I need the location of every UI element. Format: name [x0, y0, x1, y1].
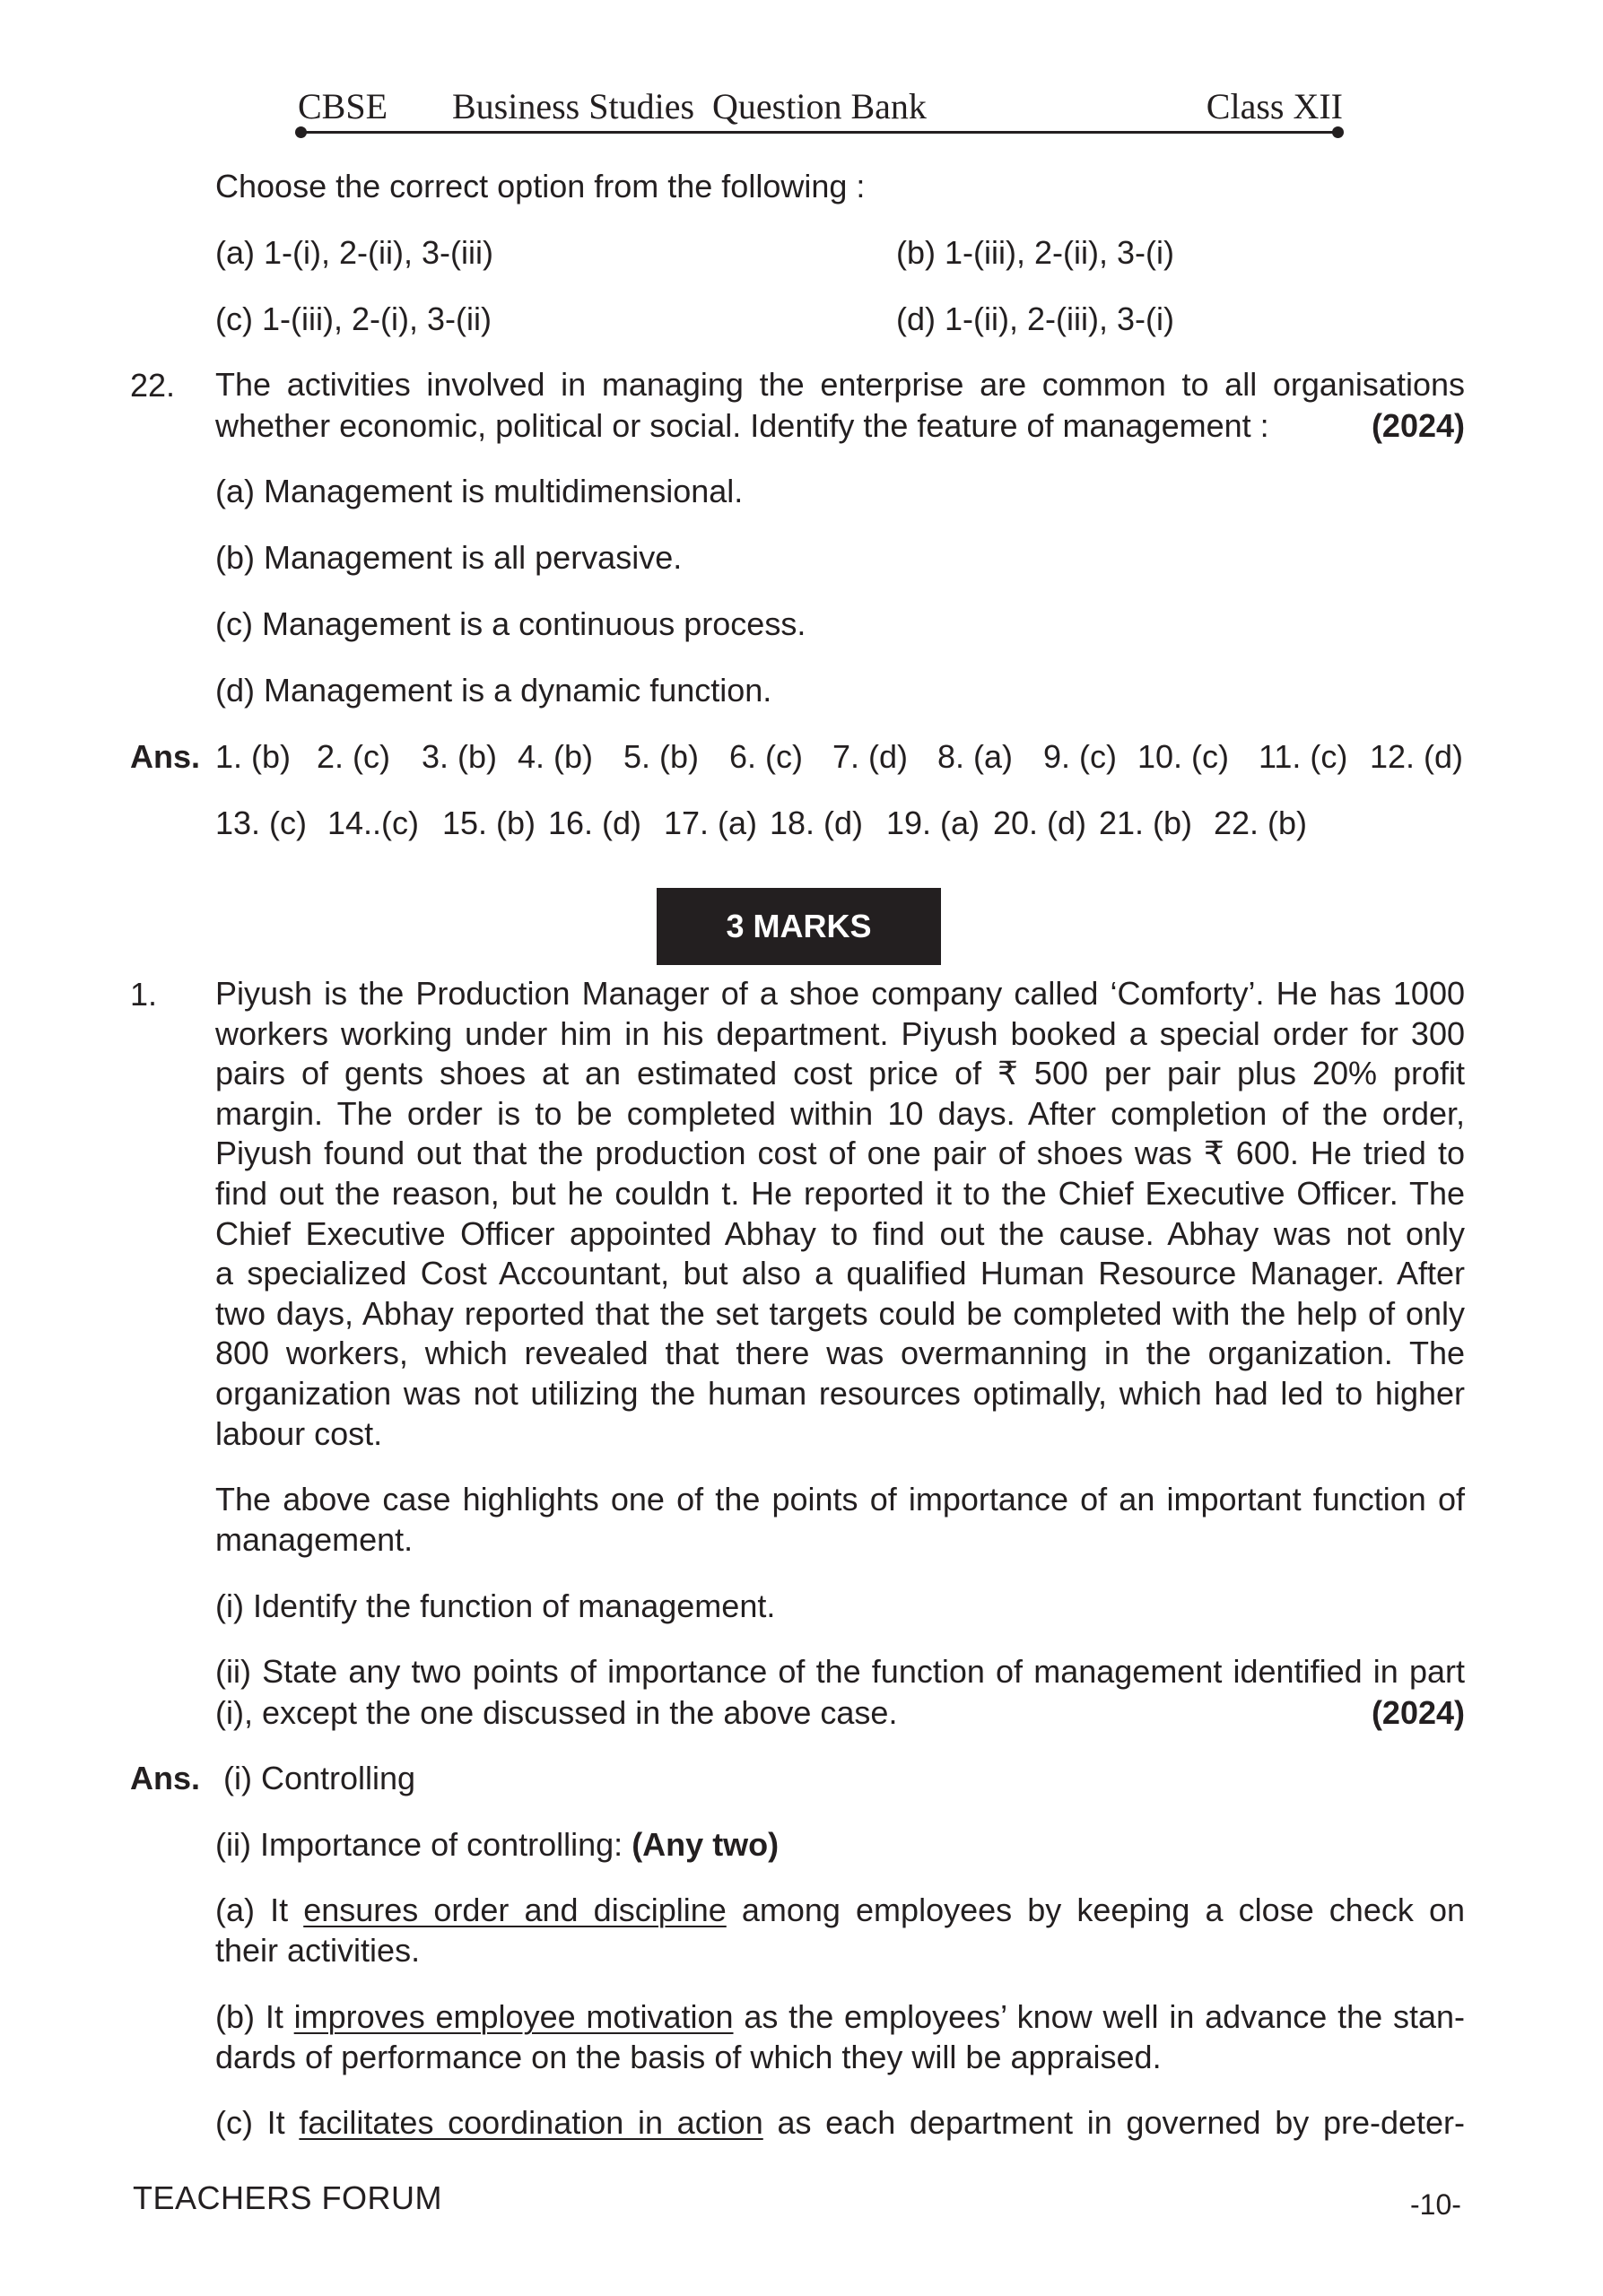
answer-key-item: 19. (a)	[886, 804, 980, 841]
header-rule-dot-right	[1332, 126, 1344, 138]
answer-key-item: 9. (c)	[1043, 738, 1118, 775]
header-rule-dot-left	[295, 126, 307, 138]
q22-line-2	[215, 405, 1465, 446]
q1-highlight-line: management.	[215, 1520, 414, 1558]
answer-key-item: 1. (b)	[215, 738, 292, 775]
section-heading-3-marks: 3 MARKS	[657, 888, 941, 965]
point-prefix: (a) It	[215, 1892, 304, 1928]
answer-key-item: 2. (c)	[317, 738, 391, 775]
point-b-keyphrase: improves employee motivation	[293, 1998, 734, 2035]
answer-key-item: 15. (b)	[442, 804, 536, 841]
header-board: CBSE	[298, 86, 388, 126]
answer-1-point-c-line-1	[215, 2103, 1465, 2144]
answer-1-label: Ans.	[130, 1760, 201, 1796]
answer-key-item: 16. (d)	[548, 804, 642, 841]
q1-case-line: Chief Executive Officer appointed Abhay to find out the cause. Abhay was not only	[215, 1214, 1465, 1252]
q1-case-line: workers working under him in his department. Piyush booked a special order for 300	[215, 1014, 1465, 1052]
q1-part-i: (i) Identify the function of management.	[215, 1587, 776, 1624]
answer-key-item: 17. (a)	[664, 804, 758, 841]
q22-year: (2024)	[1371, 407, 1465, 444]
point-a-keyphrase: ensures order and discipline	[303, 1892, 727, 1928]
answer-1-point-a-line-1	[215, 1891, 1465, 1931]
q21-option-c: (c) 1-(iii), 2-(i), 3-(ii)	[215, 300, 492, 337]
answer-1-part-i: (i) Controlling	[223, 1760, 416, 1796]
q1-number: 1.	[130, 976, 158, 1013]
answer-key-item: 14..(c)	[327, 804, 420, 841]
answer-key-item: 11. (c)	[1259, 738, 1348, 775]
q21-option-d: (d) 1-(ii), 2-(iii), 3-(i)	[896, 300, 1174, 337]
answer-key-item: 5. (b)	[623, 738, 700, 775]
q1-case-line: two days, Abhay reported that the set targets could be completed with the help of only	[215, 1294, 1465, 1332]
point-a-rest: among employees by keeping a close check on	[726, 1892, 1465, 1928]
answer-key-item: 10. (c)	[1137, 738, 1230, 775]
q1-part-ii-line-1: (ii) State any two points of importance of the function of management identified in part	[215, 1653, 1465, 1690]
q22-option-a: (a) Management is multidimensional.	[215, 473, 744, 509]
header-title: Business Studies Question Bank	[452, 86, 927, 126]
q21-prompt: Choose the correct option from the following :	[215, 168, 866, 204]
answer-key-item: 18. (d)	[770, 804, 864, 841]
answer-key-item: 20. (d)	[993, 804, 1087, 841]
q22-line-2-text: whether economic, political or social. Identify the feature of management :	[215, 407, 1269, 444]
point-prefix: (c) It	[215, 2104, 300, 2141]
q1-case-line: Piyush is the Production Manager of a shoe company called ‘Comforty’. He has 1000	[215, 975, 1465, 1012]
answer-1-part-ii	[215, 1824, 779, 1865]
answer-key-item: 6. (c)	[729, 738, 804, 775]
answer-1-point-b-line-1	[215, 1997, 1465, 2038]
answer-key-item: 13. (c)	[215, 804, 308, 841]
q22-number: 22.	[130, 367, 176, 404]
answer-key-item: 3. (b)	[422, 738, 498, 775]
q1-case-line: 800 workers, which revealed that there was overmanning in the organization. The	[215, 1335, 1465, 1372]
answer-1-part-ii-text: (ii) Importance of controlling:	[215, 1826, 632, 1863]
q22-option-d: (d) Management is a dynamic function.	[215, 672, 772, 709]
q1-year: (2024)	[1371, 1693, 1465, 1731]
answer-key-item: 22. (b)	[1214, 804, 1308, 841]
q1-highlight-line: The above case highlights one of the points of importance of an important function of	[215, 1481, 1465, 1518]
answer-key-item: 4. (b)	[518, 738, 594, 775]
q21-option-a: (a) 1-(i), 2-(ii), 3-(iii)	[215, 234, 493, 271]
header-rule	[301, 131, 1337, 134]
q1-case-line: organization was not utilizing the human resources optimally, which had led to higher	[215, 1375, 1465, 1412]
q1-part-ii-line-2-text: (i), except the one discussed in the above case.	[215, 1693, 898, 1731]
point-b-rest: as the employees’ know well in advance the stan-	[733, 1998, 1465, 2035]
answer-key-item: 21. (b)	[1099, 804, 1193, 841]
q1-part-ii-line-2	[215, 1692, 1465, 1733]
q1-case-line: find out the reason, but he couldn t. He reported it to the Chief Executive Officer. The	[215, 1175, 1465, 1212]
header-class: Class XII	[1206, 86, 1343, 126]
footer-publisher: TEACHERS FORUM	[133, 2179, 443, 2216]
q1-case-line: pairs of gents shoes at an estimated cost price of ₹ 500 per pair plus 20% profit	[215, 1055, 1465, 1092]
q22-option-c: (c) Management is a continuous process.	[215, 605, 806, 642]
point-c-rest: as each department in governed by pre-deter-	[762, 2104, 1466, 2141]
q1-case-line: Piyush found out that the production cost of one pair of shoes was ₹ 600. He tried to	[215, 1135, 1465, 1172]
q22-option-b: (b) Management is all pervasive.	[215, 539, 683, 576]
q22-line-1: The activities involved in managing the enterprise are common to all organisations	[215, 366, 1465, 403]
point-c-keyphrase: facilitates coordination in action	[299, 2104, 763, 2141]
answer-key-item: 12. (d)	[1370, 738, 1464, 775]
q1-case-line: margin. The order is to be completed within 10 days. After completion of the order,	[215, 1094, 1465, 1132]
answer-key-item: 7. (d)	[832, 738, 909, 775]
answer-key-label: Ans.	[130, 738, 201, 775]
q1-case-line: labour cost.	[215, 1414, 383, 1452]
point-prefix: (b) It	[215, 1998, 294, 2035]
answer-1-any-two: (Any two)	[632, 1826, 780, 1863]
answer-1-point-b-line-2: dards of performance on the basis of which they will be appraised.	[215, 2038, 1162, 2075]
q1-case-line: a specialized Cost Accountant, but also a qualified Human Resource Manager. After	[215, 1255, 1465, 1292]
answer-key-item: 8. (a)	[937, 738, 1014, 775]
answer-1-point-a-line-2: their activities.	[215, 1931, 421, 1969]
page-number: -10-	[1410, 2188, 1461, 2221]
q21-option-b: (b) 1-(iii), 2-(ii), 3-(i)	[896, 234, 1174, 271]
